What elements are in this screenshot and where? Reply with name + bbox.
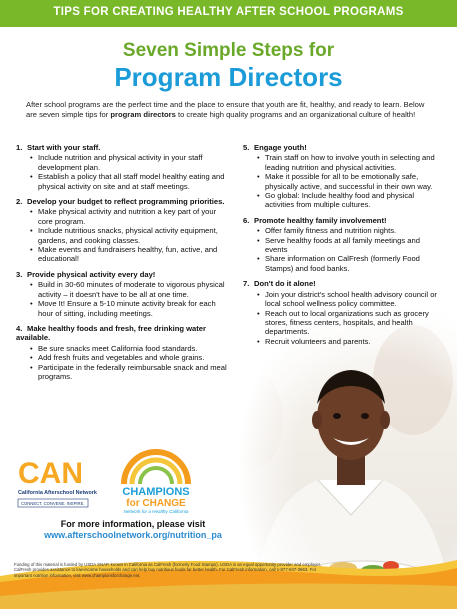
intro-paragraph xyxy=(26,100,426,119)
step-2 xyxy=(16,197,231,264)
steps-left-column xyxy=(16,143,231,387)
can-logo xyxy=(14,453,104,509)
step-5 xyxy=(243,143,443,210)
step-number: 6. xyxy=(243,215,250,225)
cfc-logo-tagline: Network for a Healthy California xyxy=(123,509,189,514)
steps-right-column xyxy=(243,143,443,352)
step-bullets xyxy=(16,344,231,382)
bullet-item: • Offer family fitness and nutrition nights. xyxy=(257,226,443,235)
step-bullets xyxy=(243,226,443,273)
step-bullets xyxy=(16,153,231,191)
step-title-text: Engage youth! xyxy=(254,143,307,152)
bullet-item: • Reach out to local organizations such as grocery stores, fitness centers, hospitals, and health departments. xyxy=(257,309,443,337)
step-bullets xyxy=(243,290,443,346)
cfc-logo-line1: CHAMPIONS xyxy=(122,486,190,498)
can-logo-subtitle: California Afterschool Network xyxy=(18,490,97,496)
cfc-logo-line2: for CHANGE xyxy=(126,498,186,509)
more-info-text: For more information, please visit xyxy=(60,519,206,529)
bullet-item: • Include nutritious snacks, physical activity equipment, gardens, and cooking classes. xyxy=(30,226,231,245)
step-title xyxy=(243,216,443,225)
page-subtitle: Seven Simple Steps for xyxy=(122,40,335,61)
step-7 xyxy=(243,279,443,346)
step-1 xyxy=(16,143,231,191)
bullet-item: • Include nutrition and physical activity in your staff development plan. xyxy=(30,153,231,172)
can-logo-text: CAN xyxy=(18,457,83,490)
bullet-item: • Share information on CalFresh (formerly Food Stamps) and food banks. xyxy=(257,254,443,273)
step-title xyxy=(16,197,231,206)
bullet-item: • Be sure snacks meet California food standards. xyxy=(30,344,231,353)
bullet-item: • Go global: Include healthy food and physical activities from multiple cultures. xyxy=(257,191,443,210)
step-title xyxy=(16,270,231,279)
more-info-link[interactable]: www.afterschoolnetwork.org/nutrition_pa xyxy=(44,530,222,540)
step-title-text: Provide physical activity every day! xyxy=(27,269,156,279)
can-logo-tagline: CONNECT. CONVENE. INSPIRE. xyxy=(21,501,85,506)
step-bullets xyxy=(16,280,231,318)
step-title-text: Promote healthy family involvement! xyxy=(254,215,387,225)
bullet-item: • Join your district's school health advisory council or local school wellness policy committee. xyxy=(257,290,443,309)
bullet-item: • Add fresh fruits and vegetables and whole grains. xyxy=(30,353,231,362)
step-title xyxy=(243,279,443,288)
step-title-text: Don't do it alone! xyxy=(254,279,316,289)
page-title: Program Directors xyxy=(114,62,343,92)
bullet-item: • Establish a policy that all staff model healthy eating and physical activity on site and at staff meetings. xyxy=(30,172,231,191)
step-number: 4. xyxy=(16,323,23,333)
champions-for-change-logo xyxy=(110,448,202,516)
step-3 xyxy=(16,270,231,318)
step-number: 1. xyxy=(16,143,23,152)
intro-bold: program directors xyxy=(110,109,176,119)
bullet-item: • Train staff on how to involve youth in selecting and leading nutrition and physical activities. xyxy=(257,153,443,172)
bullet-item: • Recruit volunteers and parents. xyxy=(257,337,443,346)
step-number: 5. xyxy=(243,143,250,152)
step-title xyxy=(16,143,231,152)
bullet-item: • Make it possible for all to be emotionally safe, physically active, and successful in their own way. xyxy=(257,172,443,191)
more-info xyxy=(18,519,248,541)
step-title xyxy=(16,324,231,343)
step-title-text: Start with your staff. xyxy=(27,143,101,152)
bullet-item: • Participate in the federally reimbursable snack and meal programs. xyxy=(30,363,231,382)
step-title-text: Make healthy foods and fresh, free drinking water available. xyxy=(16,323,206,343)
step-bullets xyxy=(243,153,443,209)
bullet-item: • Make events and fundraisers healthy, fun, active, and educational! xyxy=(30,245,231,264)
header-banner-text: TIPS FOR CREATING HEALTHY AFTER SCHOOL PROGRAMS xyxy=(53,6,404,18)
bullet-item: • Serve healthy foods at all family meetings and events xyxy=(257,236,443,255)
step-bullets xyxy=(16,207,231,263)
intro-text-after: to create high quality programs and an organizational culture of health! xyxy=(175,109,416,119)
bullet-item: • Make physical activity and nutrition a key part of your core program. xyxy=(30,207,231,226)
step-number: 2. xyxy=(16,197,23,207)
step-title xyxy=(243,143,443,152)
step-title-text: Develop your budget to reflect programming priorities. xyxy=(27,197,225,207)
bullet-item: • Build in 30-60 minutes of moderate to vigorous physical activity – it doesn't have to be all at one time. xyxy=(30,280,231,299)
step-number: 7. xyxy=(243,279,250,289)
intro-text-before: After school programs are the perfect time and the place to ensure that youth are fit, healthy, and ready to learn. Below are seven simple tips for xyxy=(26,100,425,119)
step-number: 3. xyxy=(16,269,23,279)
footer-fine-print: Funding of this material is funded by USDA SNAP, known in California as CalFresh (formerly Food Stamps). USDA is an equal opportunity provider and employer. CalFresh provides assistance to low-income households and can help buy nutritious foods for better health. For CalFresh information, call 1-877-847-3663. For important nutrition information, visit www.championsforchange.net. xyxy=(14,562,322,578)
step-4 xyxy=(16,324,231,381)
step-6 xyxy=(243,216,443,273)
bullet-item: • Move It! Ensure a 5-10 minute activity break for each hour of sitting, including meetings. xyxy=(30,299,231,318)
